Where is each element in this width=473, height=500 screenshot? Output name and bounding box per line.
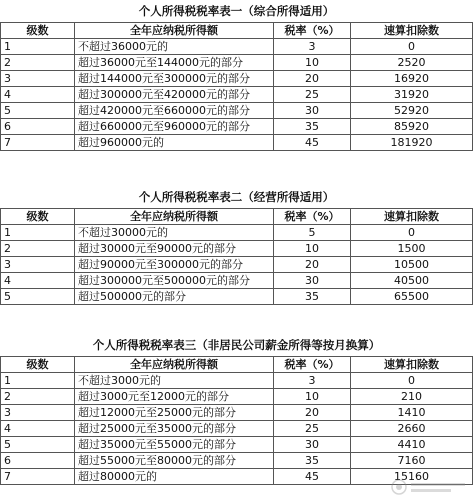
table-row (1, 373, 473, 389)
cell-level: 2 (1, 55, 75, 71)
table-row (1, 421, 473, 437)
cell-level: 5 (1, 289, 75, 305)
cell-deduction: 4410 (351, 437, 473, 453)
cell-range: 超过80000元的 (75, 469, 274, 485)
table-row (1, 289, 473, 305)
cell-level: 7 (1, 135, 75, 151)
cell-rate: 10 (274, 55, 351, 71)
table-row (1, 87, 473, 103)
table-header-row (1, 209, 473, 225)
table-row (1, 389, 473, 405)
cell-rate: 25 (274, 87, 351, 103)
tax-table-2-title: 个人所得税税率表二（经营所得适用） (138, 190, 335, 204)
cell-range: 超过30000元至90000元的部分 (75, 241, 274, 257)
cell-deduction: 40500 (351, 273, 473, 289)
table-row (1, 225, 473, 241)
cell-level: 4 (1, 273, 75, 289)
cell-deduction: 31920 (351, 87, 473, 103)
cell-level: 3 (1, 405, 75, 421)
cell-rate: 10 (274, 389, 351, 405)
cell-level: 1 (1, 39, 75, 55)
tax-table-3 (0, 356, 473, 485)
table-row (1, 405, 473, 421)
cell-deduction: 0 (351, 373, 473, 389)
cell-range: 超过55000元至80000元的部分 (75, 453, 274, 469)
table-row (1, 257, 473, 273)
cell-range: 超过35000元至55000元的部分 (75, 437, 274, 453)
table-row (1, 135, 473, 151)
table-row (1, 437, 473, 453)
cell-level: 3 (1, 71, 75, 87)
cell-range: 超过12000元至25000元的部分 (75, 405, 274, 421)
cell-rate: 30 (274, 273, 351, 289)
header-level: 级数 (1, 23, 75, 39)
header-rate: 税率（%） (274, 209, 351, 225)
cell-deduction: 1500 (351, 241, 473, 257)
cell-rate: 10 (274, 241, 351, 257)
cell-level: 1 (1, 373, 75, 389)
cell-range: 超过500000元的部分 (75, 289, 274, 305)
cell-range: 超过300000元至500000元的部分 (75, 273, 274, 289)
cell-level: 6 (1, 453, 75, 469)
table-row (1, 103, 473, 119)
header-rate: 税率（%） (274, 23, 351, 39)
cell-level: 5 (1, 437, 75, 453)
table-row (1, 39, 473, 55)
cell-rate: 45 (274, 135, 351, 151)
cell-level: 3 (1, 257, 75, 273)
tax-table-3-title: 个人所得税税率表三（非居民公司薪金所得等按月换算） (92, 338, 381, 352)
table-header-row (1, 23, 473, 39)
cell-rate: 3 (274, 39, 351, 55)
header-range: 全年应纳税所得额 (75, 209, 274, 225)
cell-rate: 20 (274, 71, 351, 87)
header-deduction: 速算扣除数 (351, 23, 473, 39)
header-range: 全年应纳税所得额 (75, 23, 274, 39)
cell-deduction: 85920 (351, 119, 473, 135)
cell-rate: 25 (274, 421, 351, 437)
header-rate: 税率（%） (274, 357, 351, 373)
cell-range: 超过300000元至420000元的部分 (75, 87, 274, 103)
table-row (1, 55, 473, 71)
tax-table-2 (0, 208, 473, 305)
cell-deduction: 210 (351, 389, 473, 405)
cell-deduction: 10500 (351, 257, 473, 273)
cell-level: 1 (1, 225, 75, 241)
cell-deduction: 65500 (351, 289, 473, 305)
cell-range: 超过36000元至144000元的部分 (75, 55, 274, 71)
header-deduction: 速算扣除数 (351, 209, 473, 225)
cell-range: 超过420000元至660000元的部分 (75, 103, 274, 119)
table-header-row (1, 357, 473, 373)
header-deduction: 速算扣除数 (351, 357, 473, 373)
cell-level: 4 (1, 87, 75, 103)
cell-deduction: 1410 (351, 405, 473, 421)
table-row (1, 241, 473, 257)
watermark-logo (389, 476, 469, 498)
cell-range: 不超过3000元的 (75, 373, 274, 389)
cell-deduction: 2520 (351, 55, 473, 71)
cell-deduction: 52920 (351, 103, 473, 119)
cell-rate: 35 (274, 453, 351, 469)
cell-level: 6 (1, 119, 75, 135)
tax-table-1 (0, 22, 473, 151)
cell-rate: 30 (274, 103, 351, 119)
cell-rate: 3 (274, 373, 351, 389)
cell-rate: 35 (274, 289, 351, 305)
cell-level: 2 (1, 241, 75, 257)
header-level: 级数 (1, 357, 75, 373)
header-level: 级数 (1, 209, 75, 225)
cell-range: 超过660000元至960000元的部分 (75, 119, 274, 135)
cell-rate: 20 (274, 405, 351, 421)
tax-table-1-title: 个人所得税税率表一（综合所得适用） (138, 4, 335, 18)
cell-deduction: 16920 (351, 71, 473, 87)
cell-rate: 20 (274, 257, 351, 273)
cell-range: 不超过30000元的 (75, 225, 274, 241)
cell-range: 超过90000元至300000元的部分 (75, 257, 274, 273)
cell-level: 4 (1, 421, 75, 437)
cell-deduction: 15160 (351, 469, 473, 485)
cell-range: 超过3000元至12000元的部分 (75, 389, 274, 405)
cell-rate: 35 (274, 119, 351, 135)
cell-rate: 45 (274, 469, 351, 485)
cell-range: 超过144000元至300000元的部分 (75, 71, 274, 87)
cell-deduction: 0 (351, 225, 473, 241)
cell-deduction: 181920 (351, 135, 473, 151)
cell-range: 超过25000元至35000元的部分 (75, 421, 274, 437)
cell-rate: 5 (274, 225, 351, 241)
cell-level: 7 (1, 469, 75, 485)
cell-rate: 30 (274, 437, 351, 453)
cell-level: 2 (1, 389, 75, 405)
table-row (1, 119, 473, 135)
table-row (1, 71, 473, 87)
cell-deduction: 0 (351, 39, 473, 55)
table-row (1, 453, 473, 469)
cell-deduction: 2660 (351, 421, 473, 437)
header-range: 全年应纳税所得额 (75, 357, 274, 373)
cell-level: 5 (1, 103, 75, 119)
cell-deduction: 7160 (351, 453, 473, 469)
cell-range: 超过960000元的 (75, 135, 274, 151)
cell-range: 不超过36000元的 (75, 39, 274, 55)
table-row (1, 273, 473, 289)
